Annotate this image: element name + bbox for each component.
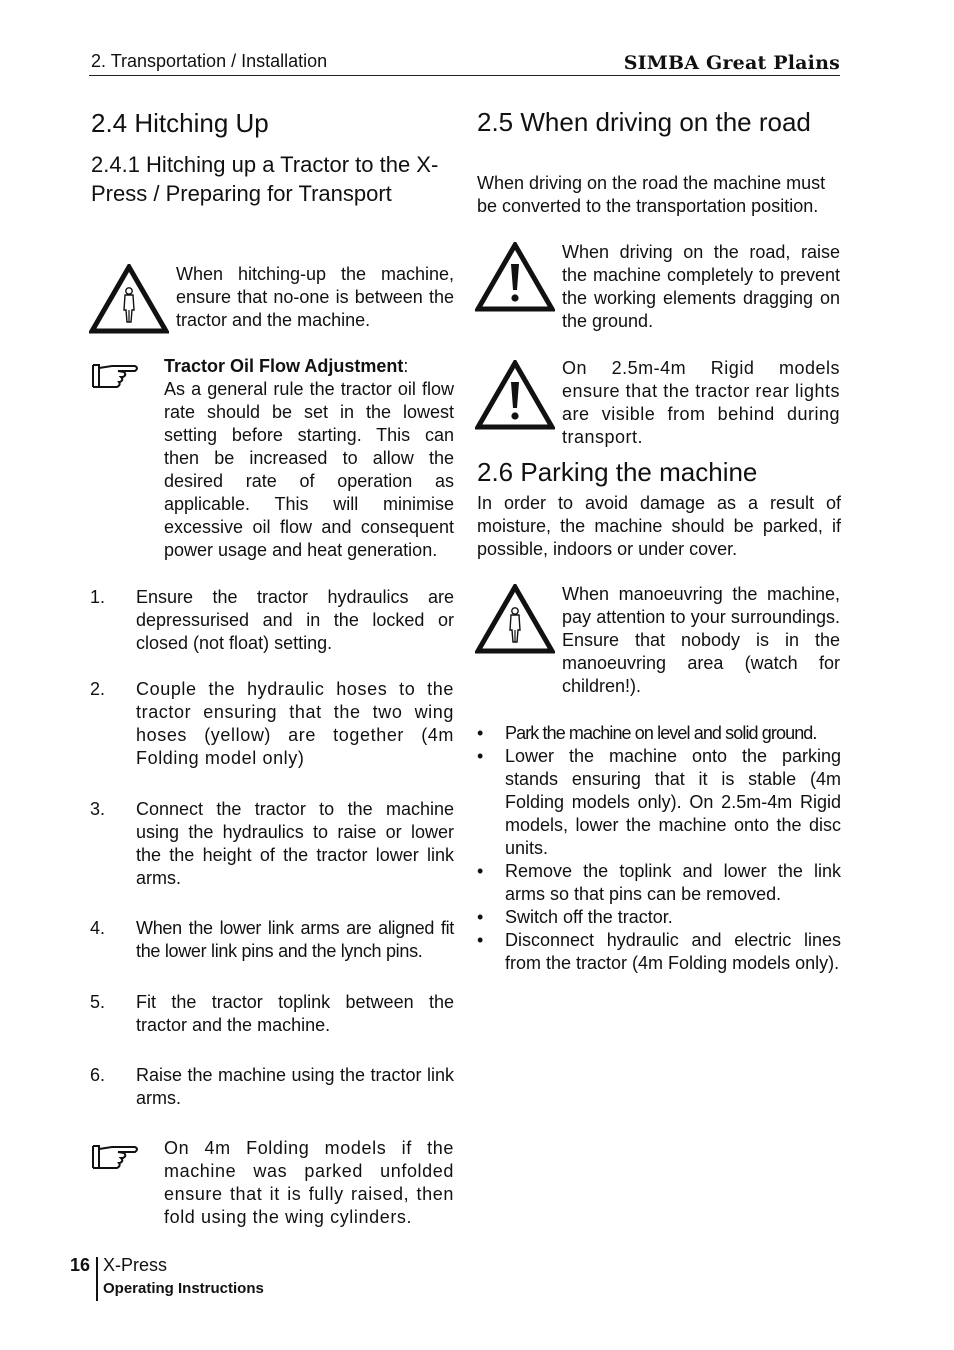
footer-divider bbox=[96, 1257, 98, 1301]
oil-flow-note-colon: : bbox=[403, 356, 409, 376]
heading-parking: 2.6 Parking the machine bbox=[477, 457, 758, 487]
bullet-text: Remove the toplink and lower the link arms so that pins can be removed. bbox=[505, 861, 841, 904]
step-number: 4. bbox=[90, 918, 106, 938]
bullet-marker: • bbox=[477, 930, 484, 950]
pointing-hand-icon bbox=[90, 1142, 140, 1172]
parking-bullet-list bbox=[477, 722, 841, 1012]
step-text: Couple the hydraulic hoses to the tractor ensuring that the two wing hoses (yellow) are together (4m Folding model only) bbox=[136, 679, 454, 768]
driving-intro-text: When driving on the road the machine must be converted to the transportation position. bbox=[477, 173, 826, 216]
step-text: When the lower link arms are aligned fit the lower link pins and the lynch pins. bbox=[136, 918, 454, 961]
step-text: Fit the tractor toplink between the tractor and the machine. bbox=[136, 992, 454, 1035]
brand-logo: SIMBA Great Plains bbox=[623, 52, 840, 74]
parking-intro-text: In order to avoid damage as a result of moisture, the machine should be parked, if possible, indoors or under cover. bbox=[477, 493, 841, 559]
step-number: 5. bbox=[90, 992, 106, 1012]
warning-person-icon bbox=[89, 264, 169, 334]
bullet-marker: • bbox=[477, 907, 484, 927]
bullet-marker: • bbox=[477, 746, 484, 766]
warning-exclamation-icon bbox=[475, 242, 555, 312]
folding-note-text: On 4m Folding models if the machine was parked unfolded ensure that it is fully raised, then fold using the wing cylinders. bbox=[164, 1138, 454, 1227]
bullet-text: Lower the machine onto the parking stands ensuring that it is stable (4m Folding models only). On 2.5m-4m Rigid models, lower the machine onto the disc units. bbox=[505, 746, 841, 858]
footer-product-title: X-Press bbox=[103, 1255, 168, 1275]
bullet-text: Disconnect hydraulic and electric lines from the tractor (4m Folding models only). bbox=[505, 930, 841, 973]
heading-hitching-tractor: 2.4.1 Hitching up a Tractor to the X-Press / Preparing for Transport bbox=[91, 152, 439, 206]
warning-driving-text: When driving on the road, raise the machine completely to prevent the working elements dragging on the ground. bbox=[562, 242, 840, 331]
page-number: 16 bbox=[70, 1255, 91, 1275]
pointing-hand-icon bbox=[90, 361, 140, 391]
warning-rear-lights-text: On 2.5m-4m Rigid models ensure that the tractor rear lights are visible from behind during transport. bbox=[562, 358, 840, 447]
oil-flow-note bbox=[164, 355, 454, 562]
warning-exclamation-icon bbox=[475, 360, 555, 430]
oil-flow-note-title: Tractor Oil Flow Adjustment bbox=[164, 356, 404, 376]
step-text: Raise the machine using the tractor link arms. bbox=[136, 1065, 454, 1108]
header-section-title: 2. Transportation / Installation bbox=[91, 51, 328, 71]
warning-manoeuvring-text: When manoeuvring the machine, pay attention to your surroundings. Ensure that nobody is in the manoeuvring area (watch for children!). bbox=[562, 584, 840, 696]
step-number: 6. bbox=[90, 1065, 106, 1085]
bullet-text: Park the machine on level and solid ground. bbox=[505, 723, 817, 743]
warning-hitching-text: When hitching-up the machine, ensure that no-one is between the tractor and the machine. bbox=[176, 264, 454, 330]
header-divider bbox=[89, 75, 840, 76]
step-text: Ensure the tractor hydraulics are depressurised and in the locked or closed (not float) setting. bbox=[136, 587, 454, 653]
bullet-marker: • bbox=[477, 861, 484, 881]
bullet-marker: • bbox=[477, 723, 484, 743]
heading-driving-on-road: 2.5 When driving on the road bbox=[477, 107, 811, 137]
step-number: 1. bbox=[90, 587, 106, 607]
oil-flow-note-body: As a general rule the tractor oil flow rate should be set in the lowest setting before starting. This can then be increased to allow the desired rate of operation as applicable. This will minimise excessive oil flow and consequent power usage and heat generation. bbox=[164, 379, 454, 560]
step-number: 2. bbox=[90, 679, 106, 699]
warning-person-icon bbox=[475, 584, 555, 654]
bullet-text: Switch off the tractor. bbox=[505, 907, 673, 927]
step-text: Connect the tractor to the machine using the hydraulics to raise or lower the the height of the tractor lower link arms. bbox=[136, 799, 454, 888]
footer-subtitle: Operating Instructions bbox=[103, 1280, 264, 1297]
heading-hitching-up: 2.4 Hitching Up bbox=[91, 108, 269, 138]
hitching-steps-list bbox=[90, 586, 454, 1126]
step-number: 3. bbox=[90, 799, 106, 819]
